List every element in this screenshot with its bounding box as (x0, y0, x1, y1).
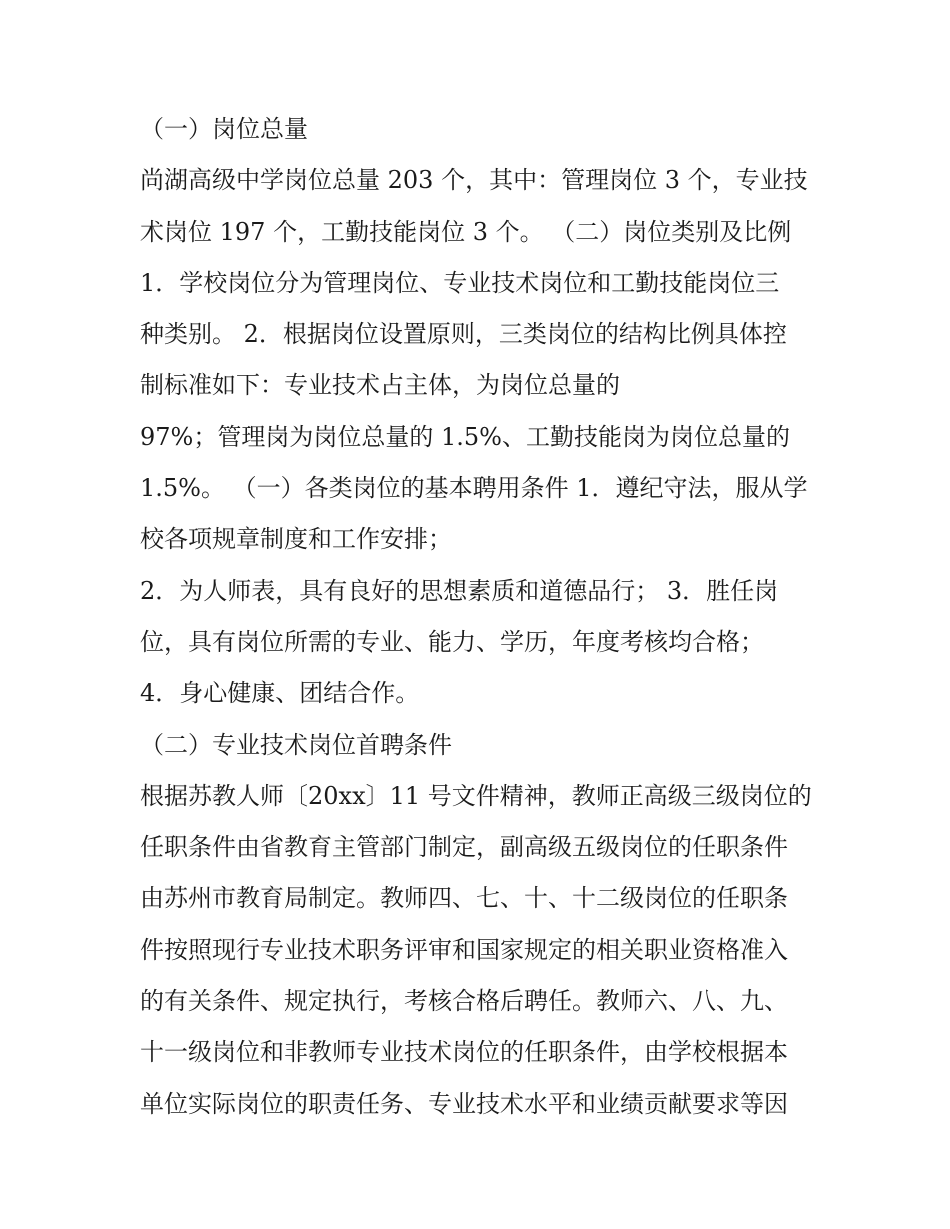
text-line: 根据苏教人师〔20xx〕11 号文件精神，教师正高级三级岗位的 (140, 781, 812, 810)
text-line: 制标准如下：专业技术占主体，为岗位总量的 (140, 371, 620, 400)
text-line: 单位实际岗位的职责任务、专业技术水平和业绩贡献要求等因 (140, 1089, 788, 1118)
text-line: 术岗位 197 个，工勤技能岗位 3 个。 （二）岗位类别及比例 (140, 217, 792, 246)
text-line: 尚湖高级中学岗位总量 203 个，其中：管理岗位 3 个，专业技 (140, 166, 808, 195)
text-line: 1.5%。 （一）各类岗位的基本聘用条件 1．遵纪守法，服从学 (140, 474, 808, 503)
text-line: 校各项规章制度和工作安排； (140, 525, 452, 554)
text-line: 1．学校岗位分为管理岗位、专业技术岗位和工勤技能岗位三 (140, 268, 780, 297)
text-line: 97%；管理岗为岗位总量的 1.5%、工勤技能岗为岗位总量的 (140, 422, 790, 451)
text-line: 2．为人师表，具有良好的思想素质和道德品行； 3．胜任岗 (140, 576, 779, 605)
text-line: （二）专业技术岗位首聘条件 (140, 730, 452, 759)
document-body (140, 104, 820, 1130)
text-line: 由苏州市教育局制定。教师四、七、十、十二级岗位的任职条 (140, 884, 788, 913)
text-line: 件按照现行专业技术职务评审和国家规定的相关职业资格准入 (140, 935, 788, 964)
text-line: 4．身心健康、团结合作。 (140, 679, 420, 708)
text-line: 十一级岗位和非教师专业技术岗位的任职条件，由学校根据本 (140, 1038, 788, 1067)
text-line: 任职条件由省教育主管部门制定，副高级五级岗位的任职条件 (140, 833, 788, 862)
text-line: 位，具有岗位所需的专业、能力、学历，年度考核均合格； (140, 627, 764, 656)
text-line: （一）岗位总量 (140, 115, 308, 143)
text-line: 的有关条件、规定执行，考核合格后聘任。教师六、八、九、 (140, 987, 788, 1016)
text-line: 种类别。 2．根据岗位设置原则，三类岗位的结构比例具体控 (140, 320, 787, 349)
